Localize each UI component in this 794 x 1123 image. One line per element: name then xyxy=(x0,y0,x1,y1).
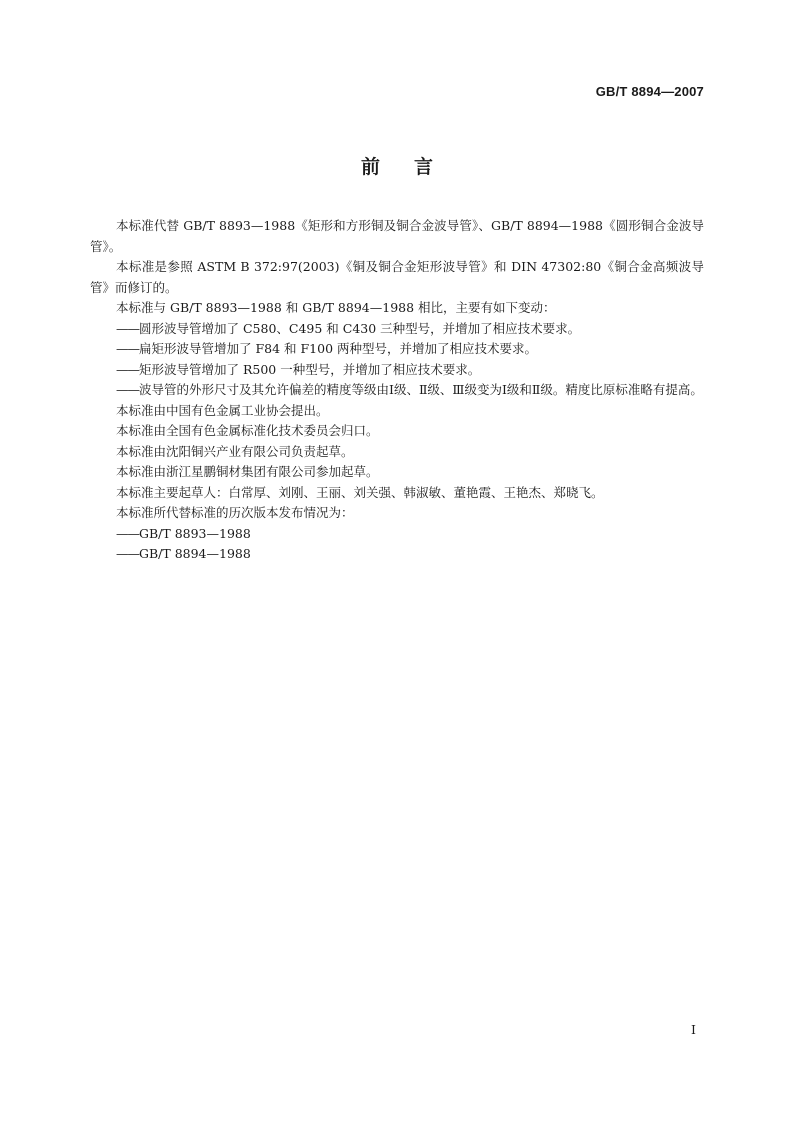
paragraph: 本标准由沈阳铜兴产业有限公司负责起草。 xyxy=(116,443,354,459)
standard-number: GB/T 8894—2007 xyxy=(595,84,704,99)
dash-marker: —— xyxy=(116,320,139,336)
foreword-body xyxy=(90,216,704,565)
list-item xyxy=(90,524,704,545)
paragraph: 本标准由全国有色金属标准化技术委员会归口。 xyxy=(116,423,379,438)
paragraph: 本标准主要起草人：白常厚、刘刚、王丽、刘关强、韩淑敏、董艳霞、王艳杰、郑晓飞。 xyxy=(116,484,604,500)
dash-marker: —— xyxy=(116,341,139,356)
list-item-text: 圆形波导管增加了 C580、C495 和 C430 三种型号，并增加了相应技术要求。 xyxy=(139,320,581,336)
paragraph: 本标准由浙江星鹏铜材集团有限公司参加起草。 xyxy=(116,464,379,479)
list-item-text: GB/T 8893—1988 xyxy=(139,525,251,541)
list-item xyxy=(90,360,704,381)
paragraph: 本标准由中国有色金属工业协会提出。 xyxy=(116,402,329,418)
list-item-text: 扁矩形波导管增加了 F84 和 F100 两种型号，并增加了相应技术要求。 xyxy=(139,341,538,356)
list-item-text: 波导管的外形尺寸及其允许偏差的精度等级由Ⅰ级、Ⅱ级、Ⅲ级变为Ⅰ级和Ⅱ级。精度比原标准略有提高。 xyxy=(139,382,703,397)
list-item xyxy=(90,339,704,360)
paragraph: 本标准与 GB/T 8893—1988 和 GB/T 8894—1988 相比，主要有如下变动： xyxy=(116,300,556,315)
dash-marker: —— xyxy=(116,361,139,377)
list-item xyxy=(90,380,704,401)
dash-marker: —— xyxy=(116,525,139,541)
dash-marker: —— xyxy=(116,546,139,561)
list-item xyxy=(90,319,704,340)
page-number: I xyxy=(691,1022,696,1037)
paragraph: 本标准所代替标准的历次版本发布情况为： xyxy=(116,505,354,520)
list-item-text: 矩形波导管增加了 R500 一种型号，并增加了相应技术要求。 xyxy=(139,361,481,377)
list-item xyxy=(90,544,704,565)
paragraph: 本标准是参照 ASTM B 372:97(2003)《铜及铜合金矩形波导管》和 DIN 47302:80《铜合金高频波导管》而修订的。 xyxy=(90,259,704,295)
paragraph: 本标准代替 GB/T 8893—1988《矩形和方形铜及铜合金波导管》、GB/T 8894—1988《圆形铜合金波导管》。 xyxy=(90,218,704,254)
page-title: 前言 xyxy=(360,156,467,178)
list-item-text: GB/T 8894—1988 xyxy=(139,546,251,561)
dash-marker: —— xyxy=(116,382,139,397)
